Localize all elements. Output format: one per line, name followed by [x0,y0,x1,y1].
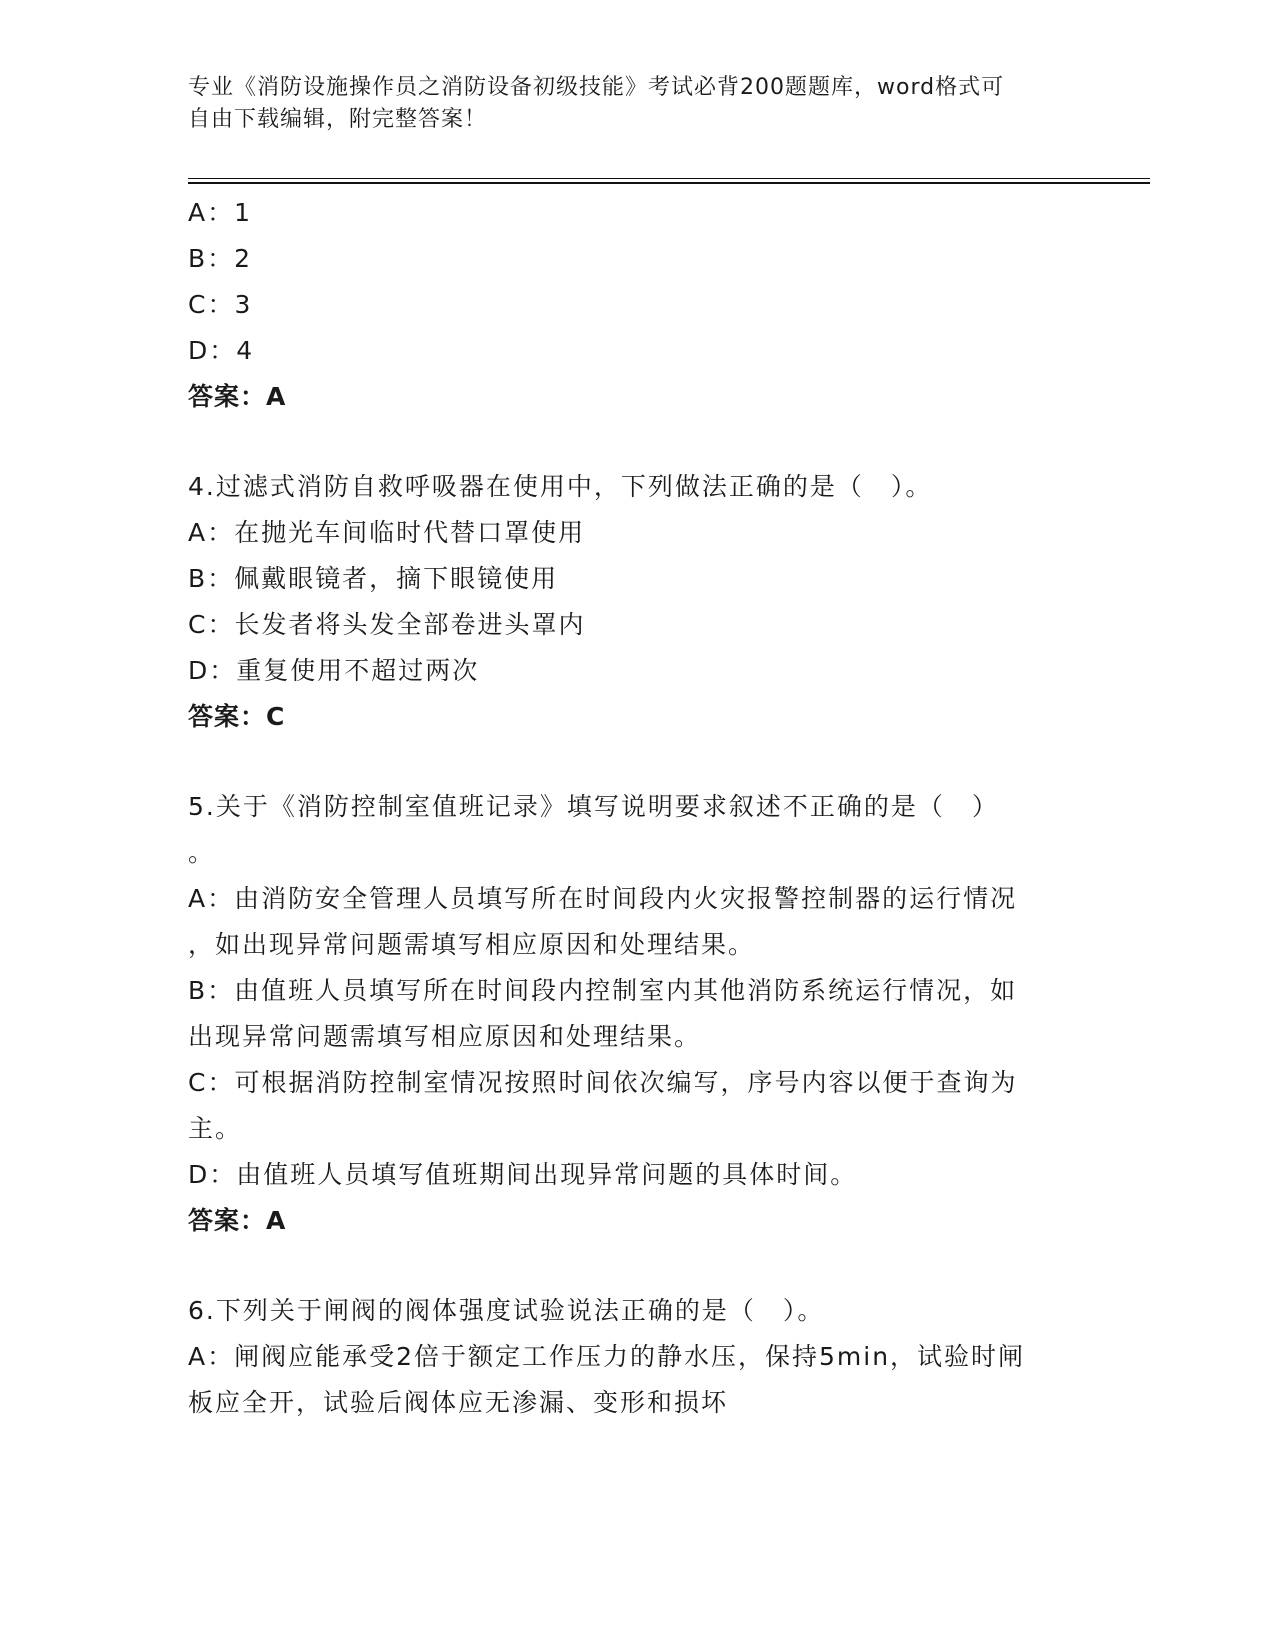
question-6 [188,1288,1088,1426]
header-title-line-1: 专业《消防设施操作员之消防设备初级技能》考试必背200题题库，word格式可 [188,75,1005,100]
answer: 答案：A [188,1206,287,1235]
option-d: D：4 [188,336,255,365]
option-a: A：1 [188,198,253,227]
header-divider [188,178,1150,179]
option-a: A：在抛光车间临时代替口罩使用 [188,518,586,547]
option-c: C：3 [188,290,253,319]
question-text: 6.下列关于闸阀的阀体强度试验说法正确的是（ ）。 [188,1296,825,1325]
option-b: B：2 [188,244,253,273]
question-text-line-1: 5.关于《消防控制室值班记录》填写说明要求叙述不正确的是（ ） [188,792,999,821]
option-c-line-2: 主。 [188,1114,243,1143]
answer: 答案：C [188,702,286,731]
option-b-line-1: B：由值班人员填写所在时间段内控制室内其他消防系统运行情况，如 [188,976,1018,1005]
question-spacer [188,1244,1088,1288]
option-a-line-1: A：由消防安全管理人员填写所在时间段内火灾报警控制器的运行情况 [188,884,1018,913]
option-c-line-1: C：可根据消防控制室情况按照时间依次编写，序号内容以便于查询为 [188,1068,1018,1097]
header-divider-double [188,182,1150,184]
option-d: D：由值班人员填写值班期间出现异常问题的具体时间。 [188,1160,858,1189]
question-4 [188,464,1088,740]
option-b: B：佩戴眼镜者，摘下眼镜使用 [188,564,559,593]
answer: 答案：A [188,382,287,411]
question-3 [188,190,1088,420]
question-list [188,190,1088,1426]
question-spacer [188,740,1088,784]
option-c: C：长发者将头发全部卷进头罩内 [188,610,586,639]
header-title-line-2: 自由下载编辑，附完整答案！ [188,107,488,132]
option-a-line-1: A：闸阀应能承受2倍于额定工作压力的静水压，保持5min，试验时闸 [188,1342,1026,1371]
option-a-line-2: ，如出现异常问题需填写相应原因和处理结果。 [188,930,756,959]
question-text: 4.过滤式消防自救呼吸器在使用中，下列做法正确的是（ ）。 [188,472,933,501]
page-header [188,72,1068,136]
option-b-line-2: 出现异常问题需填写相应原因和处理结果。 [188,1022,702,1051]
question-spacer [188,420,1088,464]
option-d: D：重复使用不超过两次 [188,656,480,685]
question-text-line-2: 。 [188,838,216,867]
question-5 [188,784,1088,1244]
option-a-line-2: 板应全开，试验后阀体应无渗漏、变形和损坏 [188,1388,729,1417]
